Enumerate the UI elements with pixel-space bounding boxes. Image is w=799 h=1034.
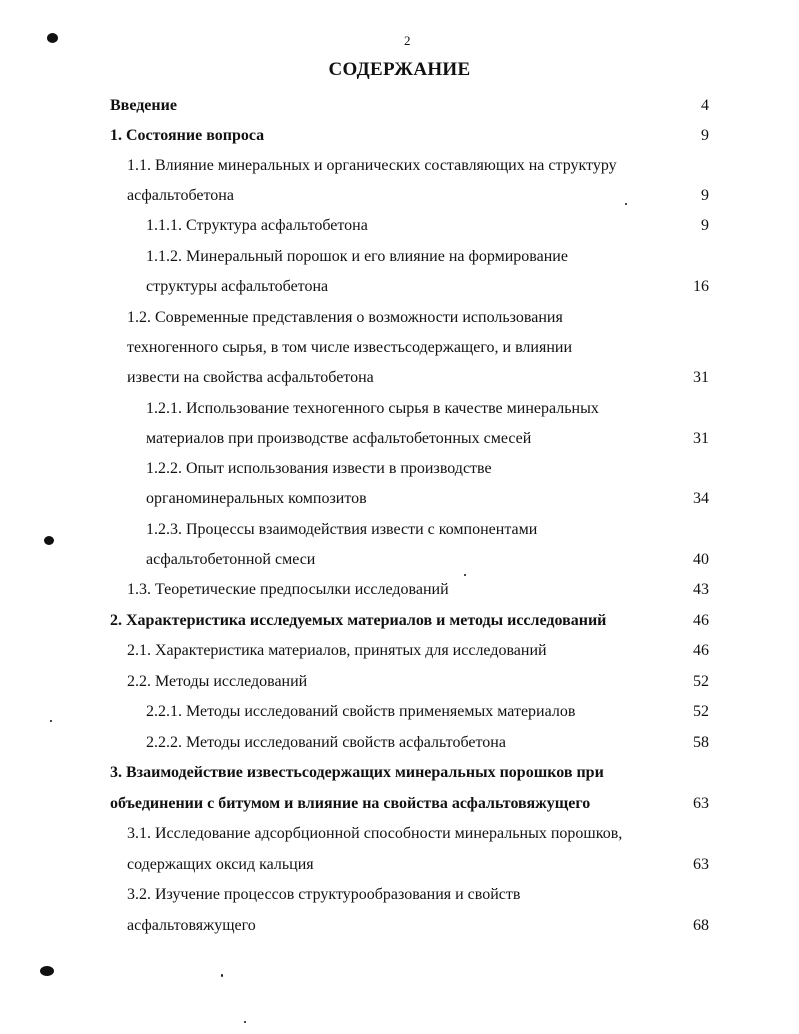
- toc-entry-1-2-3-line-1: 1.2.3. Процессы взаимодействия извести с компонентами: [146, 521, 538, 538]
- toc-entry-1-2-1-line-2: материалов при производстве асфальтобетонных смесей: [146, 430, 532, 447]
- scan-speck: [47, 33, 58, 43]
- toc-entry-1-1-line-1: 1.1. Влияние минеральных и органических составляющих на структуру: [127, 157, 617, 174]
- toc-entry-3-2-line-1: 3.2. Изучение процессов структурообразования и свойств: [127, 886, 521, 903]
- toc-entry-1-1-2-line-1: 1.1.2. Минеральный порошок и его влияние на формирование: [146, 248, 568, 265]
- toc-page-number: 31: [693, 430, 709, 447]
- toc-page-number: 40: [693, 551, 709, 568]
- toc-page-number: 9: [701, 187, 709, 204]
- scan-speck: [221, 974, 223, 977]
- toc-page-number: 43: [693, 581, 709, 598]
- toc-page-number: 9: [701, 217, 709, 234]
- scan-speck: [40, 966, 54, 976]
- toc-entry-2-2: 2.2. Методы исследований: [127, 673, 308, 690]
- scan-speck: [244, 1021, 246, 1023]
- toc-page-number: 46: [693, 612, 709, 629]
- toc-entry-1-2-3-line-2: асфальтобетонной смеси: [146, 551, 316, 568]
- toc-entry-1-1-2-line-2: структуры асфальтобетона: [146, 278, 329, 295]
- toc-page-number: 52: [693, 673, 709, 690]
- toc-page-number: 46: [693, 642, 709, 659]
- toc-page-number: 31: [693, 369, 709, 386]
- toc-page-number: 68: [693, 917, 709, 934]
- toc-entry-1-2-line-3: извести на свойства асфальтобетона: [127, 369, 374, 386]
- toc-page-number: 9: [701, 127, 709, 144]
- toc-entry-introduction: Введение: [110, 97, 177, 114]
- toc-entry-1-2-2-line-1: 1.2.2. Опыт использования извести в производстве: [146, 460, 492, 477]
- toc-page-number: 63: [693, 795, 709, 812]
- toc-entry-3-1-line-1: 3.1. Исследование адсорбционной способности минеральных порошков,: [127, 825, 623, 842]
- toc-entry-1-1-line-2: асфальтобетона: [127, 187, 234, 204]
- toc-page-number: 63: [693, 856, 709, 873]
- page-title: СОДЕРЖАНИЕ: [328, 59, 471, 80]
- toc-entry-1-2-2-line-2: органоминеральных композитов: [146, 490, 367, 507]
- toc-entry-1-2-1-line-1: 1.2.1. Использование техногенного сырья в качестве минеральных: [146, 400, 599, 417]
- toc-entry-3-2-line-2: асфальтовяжущего: [127, 917, 256, 934]
- toc-entry-1-3: 1.3. Теоретические предпосылки исследований: [127, 581, 449, 598]
- page-number: 2: [404, 33, 411, 48]
- toc-entry-1-2-line-2: техногенного сырья, в том числе известьсодержащего, и влиянии: [127, 339, 573, 356]
- toc-entry-chapter-3-line-2: объединении с битумом и влияние на свойства асфальтовяжущего: [110, 795, 591, 812]
- scan-speck: [44, 536, 54, 545]
- toc-entry-chapter-3-line-1: 3. Взаимодействие известьсодержащих минеральных порошков при: [110, 764, 604, 781]
- toc-entry-1-1-1: 1.1.1. Структура асфальтобетона: [146, 217, 368, 234]
- scan-speck: [464, 574, 466, 576]
- toc-entry-2-2-2: 2.2.2. Методы исследований свойств асфальтобетона: [146, 734, 506, 751]
- toc-entry-3-1-line-2: содержащих оксид кальция: [127, 856, 314, 873]
- toc-entry-chapter-2: 2. Характеристика исследуемых материалов и методы исследований: [110, 612, 607, 629]
- scan-speck: [625, 203, 627, 205]
- toc-entry-2-1: 2.1. Характеристика материалов, принятых для исследований: [127, 642, 547, 659]
- toc-page-number: 16: [693, 278, 709, 295]
- toc-page-number: 4: [701, 97, 709, 114]
- toc-entry-2-2-1: 2.2.1. Методы исследований свойств применяемых материалов: [146, 703, 576, 720]
- toc-entry-1-2-line-1: 1.2. Современные представления о возможности использования: [127, 309, 563, 326]
- toc-page-number: 52: [693, 703, 709, 720]
- toc-entry-chapter-1: 1. Состояние вопроса: [110, 127, 265, 144]
- scan-speck: [50, 720, 52, 722]
- toc-page-number: 34: [693, 490, 709, 507]
- toc-page-number: 58: [693, 734, 709, 751]
